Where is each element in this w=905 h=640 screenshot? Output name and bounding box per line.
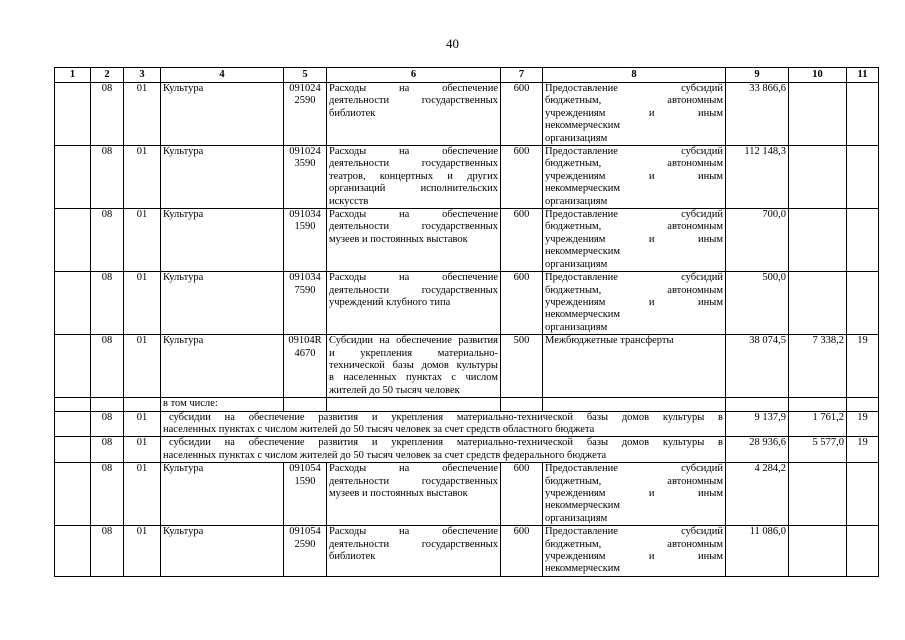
amount-col10	[789, 463, 847, 526]
cell-empty	[55, 146, 91, 209]
section-name: Культура	[161, 272, 284, 335]
subsidy-description: субсидии на обеспечение развития и укрепления материально-технической базы домов культуры в населенных пунктах с числом жителей до 50 тысяч человек за счет средств областного бюджета	[161, 411, 726, 437]
page-number: 40	[446, 36, 459, 51]
expense-description: Расходы на обеспечение деятельности государственных музеев и постоянных выставок	[327, 209, 501, 272]
section-name: Культура	[161, 335, 284, 398]
expense-type-code: 600	[501, 209, 543, 272]
section-code: 08	[91, 463, 124, 526]
table-row	[55, 272, 879, 335]
budget-table	[54, 67, 879, 577]
section-code: 08	[91, 146, 124, 209]
expense-description: Расходы на обеспечение деятельности государственных учреждений клубного типа	[327, 272, 501, 335]
amount-col10	[789, 209, 847, 272]
cell-empty	[55, 463, 91, 526]
amount-col10: 5 577,0	[789, 437, 847, 463]
expense-description: Расходы на обеспечение деятельности государственных музеев и постоянных выставок	[327, 463, 501, 526]
amount-col10	[789, 526, 847, 577]
section-code: 08	[91, 437, 124, 463]
subsection-code: 01	[124, 411, 161, 437]
target-article: 091024 3590	[284, 146, 327, 209]
section-name: Культура	[161, 209, 284, 272]
cell-empty	[543, 398, 726, 411]
cell-empty	[55, 437, 91, 463]
expense-type-name: Предоставление субсидий бюджетным, автономным учреждениям и иным некоммерческим организациям	[543, 272, 726, 335]
expense-type-code: 500	[501, 335, 543, 398]
value-col11: 19	[847, 437, 879, 463]
col-header: 6	[327, 68, 501, 83]
cell-empty	[789, 398, 847, 411]
amount-col9: 9 137,9	[726, 411, 789, 437]
col-header: 11	[847, 68, 879, 83]
value-col11: 19	[847, 335, 879, 398]
cell-empty	[124, 398, 161, 411]
cell-empty	[55, 209, 91, 272]
col-header: 9	[726, 68, 789, 83]
expense-description: Расходы на обеспечение деятельности государственных библиотек	[327, 83, 501, 146]
amount-col9: 700,0	[726, 209, 789, 272]
target-article: 091054 1590	[284, 463, 327, 526]
col-header: 8	[543, 68, 726, 83]
value-col11	[847, 146, 879, 209]
target-article: 091034 1590	[284, 209, 327, 272]
amount-col9: 4 284,2	[726, 463, 789, 526]
cell-empty	[55, 526, 91, 577]
value-col11	[847, 526, 879, 577]
section-name: Культура	[161, 83, 284, 146]
subsection-code: 01	[124, 209, 161, 272]
expense-type-code: 600	[501, 146, 543, 209]
subsection-code: 01	[124, 146, 161, 209]
section-code: 08	[91, 335, 124, 398]
amount-col9: 112 148,3	[726, 146, 789, 209]
cell-empty	[55, 398, 91, 411]
table-row-note	[55, 398, 879, 411]
expense-type-name: Предоставление субсидий бюджетным, автономным учреждениям и иным некоммерческим организациям	[543, 146, 726, 209]
expense-type-name: Предоставление субсидий бюджетным, автономным учреждениям и иным некоммерческим организациям	[543, 83, 726, 146]
value-col11	[847, 83, 879, 146]
section-name: Культура	[161, 146, 284, 209]
col-header: 1	[55, 68, 91, 83]
col-header: 4	[161, 68, 284, 83]
cell-empty	[55, 83, 91, 146]
cell-empty	[847, 398, 879, 411]
value-col11	[847, 209, 879, 272]
in-that-number-label: в том числе:	[161, 398, 284, 411]
cell-empty	[327, 398, 501, 411]
amount-col10: 1 761,2	[789, 411, 847, 437]
expense-type-code: 600	[501, 463, 543, 526]
amount-col9: 11 086,0	[726, 526, 789, 577]
subsidy-description: субсидии на обеспечение развития и укрепления материально-технической базы домов культуры в населенных пунктах с числом жителей до 50 тысяч человек за счет средств федерального бюджета	[161, 437, 726, 463]
subsection-code: 01	[124, 335, 161, 398]
table-row	[55, 146, 879, 209]
section-code: 08	[91, 272, 124, 335]
expense-type-code: 600	[501, 83, 543, 146]
target-article: 09104R 4670	[284, 335, 327, 398]
table-row	[55, 463, 879, 526]
value-col11: 19	[847, 411, 879, 437]
col-header: 3	[124, 68, 161, 83]
value-col11	[847, 463, 879, 526]
expense-description: Субсидии на обеспечение развития и укрепления материально- технической базы домов культуры в населенных пунктах с числом жителей до 50 тысяч человек	[327, 335, 501, 398]
amount-col10	[789, 146, 847, 209]
subsection-code: 01	[124, 437, 161, 463]
expense-type-name: Предоставление субсидий бюджетным, автономным учреждениям и иным некоммерческим организациям	[543, 463, 726, 526]
subsidy-row	[55, 411, 879, 437]
col-header: 2	[91, 68, 124, 83]
amount-col9: 38 074,5	[726, 335, 789, 398]
subsection-code: 01	[124, 463, 161, 526]
subsection-code: 01	[124, 526, 161, 577]
target-article: 091034 7590	[284, 272, 327, 335]
value-col11	[847, 272, 879, 335]
table-row	[55, 526, 879, 577]
col-header: 10	[789, 68, 847, 83]
expense-type-code: 600	[501, 526, 543, 577]
expense-type-name: Межбюджетные трансферты	[543, 335, 726, 398]
section-code: 08	[91, 526, 124, 577]
cell-empty	[55, 335, 91, 398]
section-name: Культура	[161, 526, 284, 577]
header-row	[55, 68, 879, 83]
subsidy-row	[55, 437, 879, 463]
cell-empty	[726, 398, 789, 411]
amount-col9: 500,0	[726, 272, 789, 335]
section-code: 08	[91, 411, 124, 437]
subsection-code: 01	[124, 272, 161, 335]
cell-empty	[55, 272, 91, 335]
cell-empty	[284, 398, 327, 411]
table-row	[55, 83, 879, 146]
amount-col9: 33 866,6	[726, 83, 789, 146]
cell-empty	[501, 398, 543, 411]
target-article: 091054 2590	[284, 526, 327, 577]
expense-type-name: Предоставление субсидий бюджетным, автономным учреждениям и иным некоммерческим	[543, 526, 726, 577]
table-row	[55, 335, 879, 398]
subsection-code: 01	[124, 83, 161, 146]
col-header: 5	[284, 68, 327, 83]
target-article: 091024 2590	[284, 83, 327, 146]
amount-col10	[789, 83, 847, 146]
section-name: Культура	[161, 463, 284, 526]
amount-col10: 7 338,2	[789, 335, 847, 398]
expense-type-name: Предоставление субсидий бюджетным, автономным учреждениям и иным некоммерческим организациям	[543, 209, 726, 272]
amount-col10	[789, 272, 847, 335]
expense-description: Расходы на обеспечение деятельности государственных театров, концертных и других организаций исполнительских искусств	[327, 146, 501, 209]
section-code: 08	[91, 209, 124, 272]
cell-empty	[91, 398, 124, 411]
expense-type-code: 600	[501, 272, 543, 335]
amount-col9: 28 936,6	[726, 437, 789, 463]
col-header: 7	[501, 68, 543, 83]
section-code: 08	[91, 83, 124, 146]
table-row	[55, 209, 879, 272]
cell-empty	[55, 411, 91, 437]
expense-description: Расходы на обеспечение деятельности государственных библиотек	[327, 526, 501, 577]
